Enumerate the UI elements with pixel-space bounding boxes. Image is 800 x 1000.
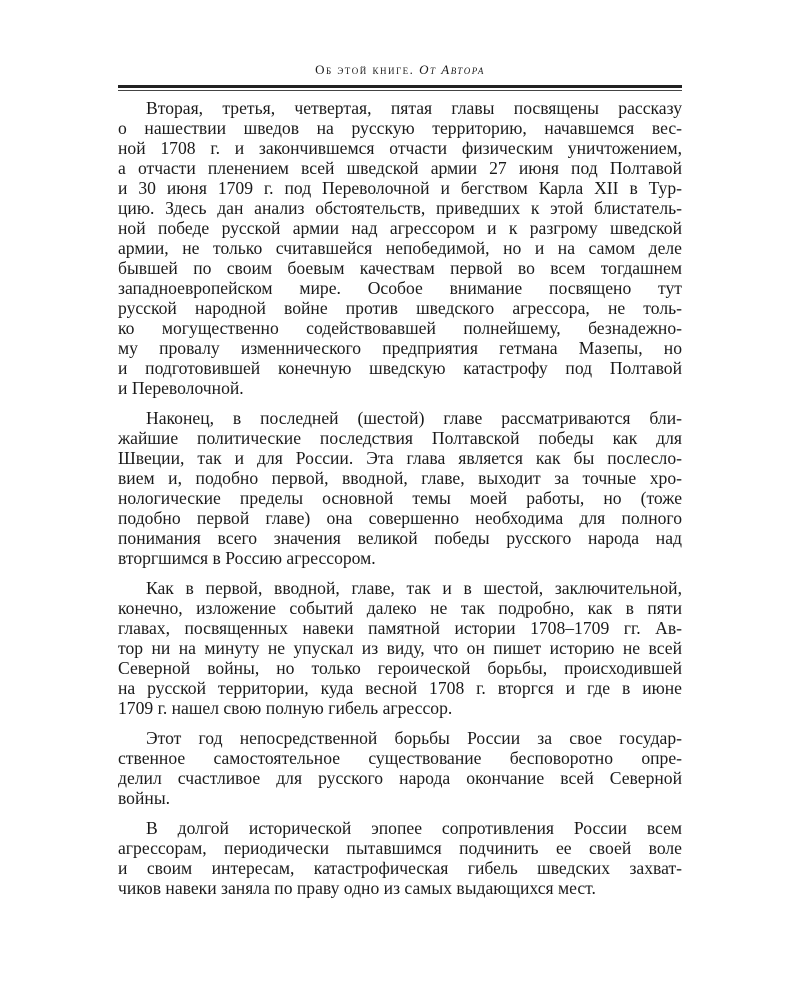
text-line: ной 1708 г. и закончившемся отчасти физическим уничтожением, [118,138,682,158]
paragraph [118,818,682,898]
text-line: Вторая, третья, четвертая, пятая главы посвящены рассказу [146,98,682,118]
text-line: нологические пределы основной темы моей работы, но (тоже [118,488,682,508]
text-line: делил счастливое для русского народа окончание всей Северной [118,768,682,788]
text-line: Северной войны, но только героической борьбы, происходившей [118,658,682,678]
text-line: западноевропейском мире. Особое внимание посвящено тут [118,278,682,298]
text-line: конечно, изложение событий далеко не так подробно, как в пяти [118,598,682,618]
text-line: войны. [118,788,171,808]
text-line: жайшие политические последствия Полтавской победы как для [118,428,682,448]
text-line: ственное самостоятельное существование бесповоротно опре- [118,748,682,768]
text-line: В долгой исторической эпопее сопротивления России всем [146,818,682,838]
paragraph [118,728,682,808]
text-line: подобно первой главе) она совершенно необходима для полного [118,508,682,528]
text-line: на русской территории, куда весной 1708 г. вторгся и где в июне [118,678,682,698]
text-line: главах, посвященных навеки памятной истории 1708–1709 гг. Ав- [118,618,682,638]
text-line: Этот год непосредственной борьбы России за свое государ- [146,728,682,748]
text-line: бывшей по своим боевым качествам первой во всем тогдашнем [118,258,682,278]
text-line: армии, не только считавшейся непобедимой, но и на самом деле [118,238,682,258]
text-line: му провалу изменнического предприятия гетмана Мазепы, но [118,338,682,358]
text-line: ко могущественно содействовавшей полнейшему, безнадежно- [118,318,682,338]
running-header [118,62,682,78]
page-body [118,98,682,908]
text-line: цию. Здесь дан анализ обстоятельств, приведших к этой блистатель- [118,198,682,218]
text-line: ной победе русской армии над агрессором и к разгрому шведской [118,218,682,238]
text-line: и своим интересам, катастрофическая гибель шведских захват- [118,858,682,878]
paragraph [118,408,682,568]
text-line: и Переволочной. [118,378,244,398]
text-line: 1709 г. нашел свою полную гибель агрессор. [118,698,453,718]
text-line: вием и, подобно первой, вводной, главе, выходит за точные хро- [118,468,682,488]
text-line: и 30 июня 1709 г. под Переволочной и бегством Карла XII в Тур- [118,178,682,198]
running-header-title: Об этой книге. [315,62,415,77]
header-rule-thick [118,85,682,88]
text-line: Наконец, в последней (шестой) главе рассматриваются бли- [146,408,682,428]
text-line: а отчасти пленением всей шведской армии 27 июня под Полтавой [118,158,682,178]
text-line: вторгшимся в Россию агрессором. [118,548,376,568]
header-rule-thin [118,90,682,91]
paragraph [118,98,682,398]
text-line: агрессорам, периодически пытавшимся подчинить ее своей воле [118,838,682,858]
text-line: Швеции, так и для России. Эта глава является как бы послесло- [118,448,682,468]
text-line: Как в первой, вводной, главе, так и в шестой, заключительной, [146,578,682,598]
text-line: и подготовившей конечную шведскую катастрофу под Полтавой [118,358,682,378]
running-header-subtitle: От Автора [419,62,485,77]
text-line: тор ни на минуту не упускал из виду, что он пишет историю не всей [118,638,682,658]
text-line: чиков навеки заняла по праву одно из самых выдающихся мест. [118,878,596,898]
text-line: о нашествии шведов на русскую территорию, начавшемся вес- [118,118,682,138]
paragraph [118,578,682,718]
text-line: русской народной войне против шведского агрессора, не толь- [118,298,682,318]
text-line: понимания всего значения великой победы русского народа над [118,528,682,548]
